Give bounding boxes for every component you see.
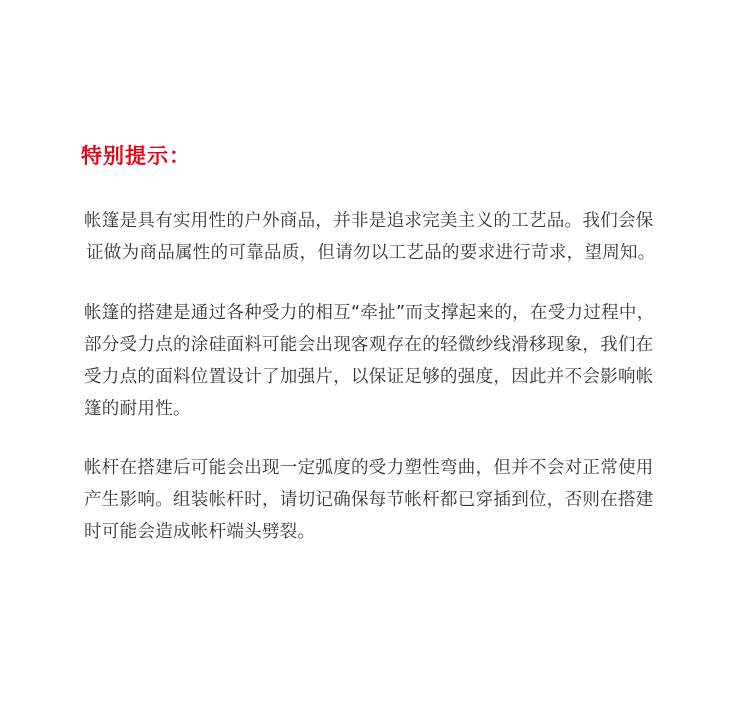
- paragraph-line: 帐杆在搭建后可能会出现一定弧度的受力塑性弯曲，但并不会对正常使用: [84, 458, 654, 478]
- notice-paragraph-3: [84, 452, 684, 548]
- paragraph-line: 篷的耐用性。: [84, 399, 191, 419]
- notice-paragraph-2: [84, 297, 684, 425]
- notice-paragraph-1: [84, 205, 684, 269]
- paragraph-line: 证做为商品属性的可靠品质，但请勿以工艺品的要求进行苛求，望周知。: [86, 243, 656, 263]
- notice-title: 特别提示：: [81, 144, 191, 168]
- paragraph-line: 受力点的面料位置设计了加强片，以保证足够的强度，因此并不会影响帐: [84, 367, 654, 387]
- paragraph-line: 帐篷的搭建是通过各种受力的相互“牵扯”而支撑起来的，在受力过程中，: [84, 303, 655, 323]
- paragraph-line: 部分受力点的涂硅面料可能会出现客观存在的轻微纱线滑移现象，我们在: [84, 335, 654, 355]
- paragraph-line: 产生影响。组装帐杆时，请切记确保每节帐杆都已穿插到位，否则在搭建: [84, 490, 654, 510]
- paragraph-line: 时可能会造成帐杆端头劈裂。: [84, 522, 316, 542]
- paragraph-line: 帐篷是具有实用性的户外商品，并非是追求完美主义的工艺品。我们会保: [84, 211, 654, 231]
